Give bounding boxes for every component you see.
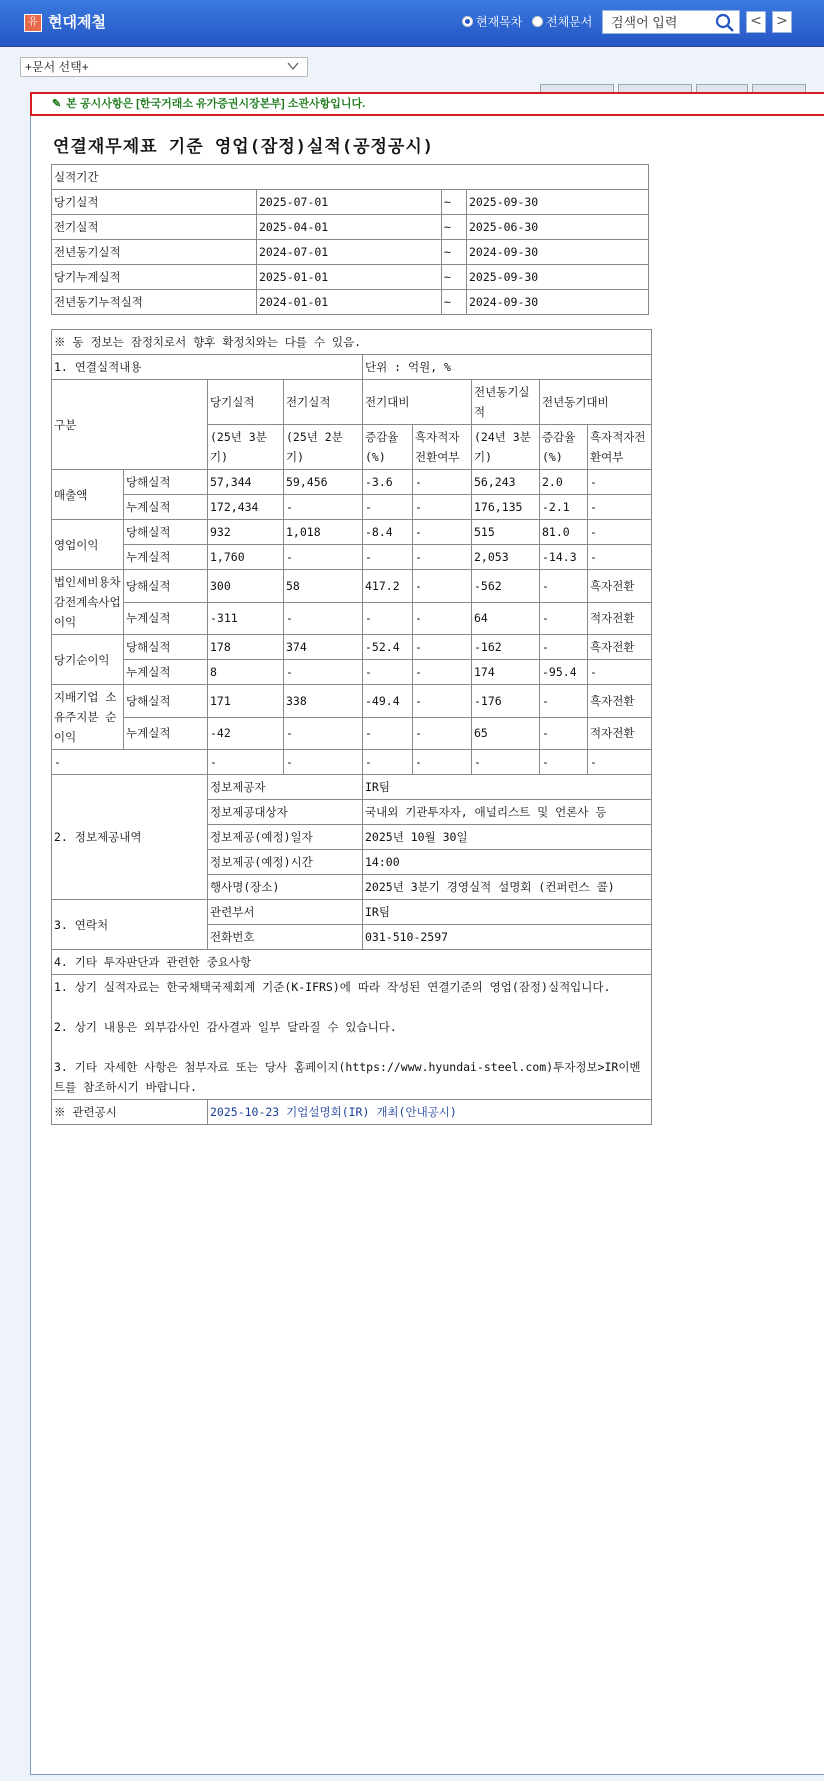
sub-label: 당해실적 (124, 570, 208, 603)
cell: -52.4 (363, 635, 413, 660)
cell: - (413, 570, 472, 603)
cell: 적자전환 (588, 717, 652, 750)
sub-label: 당해실적 (124, 470, 208, 495)
unit-label: 단위 : 억원, % (363, 355, 652, 380)
radio-selected-icon[interactable] (462, 16, 473, 27)
sub-label: 누계실적 (124, 717, 208, 750)
sub-label: 누계실적 (124, 660, 208, 685)
cell: - (413, 520, 472, 545)
cell: 58 (284, 570, 363, 603)
info-value: 2025년 3분기 경영실적 설명회 (컨퍼런스 콜) (363, 875, 652, 900)
search-box[interactable] (602, 10, 740, 34)
table-row (52, 290, 649, 315)
period-label: 전년동기누적실적 (52, 290, 257, 315)
cell: - (413, 685, 472, 718)
company-name: 현대제철 (48, 14, 106, 31)
cell: 59,456 (284, 470, 363, 495)
cell: - (363, 660, 413, 685)
period-label: 전기실적 (52, 215, 257, 240)
item-label: 영업이익 (52, 520, 124, 570)
cell: - (52, 750, 208, 775)
section-1-title: 1. 연결실적내용 (52, 355, 363, 380)
period-sep: ~ (442, 290, 467, 315)
chevron-down-icon (287, 61, 299, 71)
cell: - (363, 545, 413, 570)
cell: - (363, 602, 413, 635)
cell: -162 (472, 635, 540, 660)
cell: - (413, 660, 472, 685)
cell: - (413, 635, 472, 660)
table-row (52, 685, 652, 718)
sub-rate-yoy: 증감율(%) (540, 425, 588, 470)
notice-text: 본 공시사항은 [한국거래소 유가증권시장본부] 소관사항입니다. (66, 98, 366, 110)
cell: -176 (472, 685, 540, 718)
results-table (51, 329, 652, 1125)
header-gubun: 구분 (52, 380, 208, 470)
section-4-title: 4. 기타 투자판단과 관련한 중요사항 (52, 950, 652, 975)
table-row (52, 775, 652, 800)
cell: 932 (208, 520, 284, 545)
period-from: 2025-07-01 (257, 190, 442, 215)
cell: 8 (208, 660, 284, 685)
cell: 1,018 (284, 520, 363, 545)
period-to: 2024-09-30 (467, 290, 649, 315)
info-key: 정보제공(예정)일자 (208, 825, 363, 850)
period-table (51, 164, 649, 315)
table-row (52, 660, 652, 685)
header-vs-yoy: 전년동기대비 (540, 380, 652, 425)
cell: - (284, 495, 363, 520)
cell: -95.4 (540, 660, 588, 685)
table-row (52, 717, 652, 750)
cell: - (588, 545, 652, 570)
info-value: 2025년 10월 30일 (363, 825, 652, 850)
cell: - (208, 750, 284, 775)
period-label: 전년동기실적 (52, 240, 257, 265)
contact-key: 관련부서 (208, 900, 363, 925)
cell: - (363, 750, 413, 775)
period-to: 2025-09-30 (467, 190, 649, 215)
header-previous: 전기실적 (284, 380, 363, 425)
cell: - (472, 750, 540, 775)
cell: - (540, 570, 588, 603)
sub-yoy: (24년 3분기) (472, 425, 540, 470)
radio-all-docs[interactable] (532, 13, 592, 30)
table-row (52, 240, 649, 265)
cell: 374 (284, 635, 363, 660)
company-logo-icon: 유 (24, 14, 42, 32)
cell: - (540, 685, 588, 718)
document-select[interactable] (20, 57, 308, 77)
sub-label: 누계실적 (124, 545, 208, 570)
cell: - (413, 495, 472, 520)
cell: - (363, 717, 413, 750)
sub-turn: 흑자적자전환여부 (413, 425, 472, 470)
cell: - (284, 602, 363, 635)
table-row (52, 495, 652, 520)
radio-all-docs-label: 전체문서 (546, 15, 593, 29)
cell: -562 (472, 570, 540, 603)
sub-label: 당해실적 (124, 635, 208, 660)
sub-label: 누계실적 (124, 602, 208, 635)
table-row (52, 570, 652, 603)
cell: 417.2 (363, 570, 413, 603)
info-key: 정보제공대상자 (208, 800, 363, 825)
cell: -8.4 (363, 520, 413, 545)
table-row (52, 750, 652, 775)
header-vs-previous: 전기대비 (363, 380, 472, 425)
other-notes (52, 975, 652, 1100)
item-label: 매출액 (52, 470, 124, 520)
cell: 178 (208, 635, 284, 660)
cell: -49.4 (363, 685, 413, 718)
cell: -42 (208, 717, 284, 750)
cell: - (588, 520, 652, 545)
info-value: 14:00 (363, 850, 652, 875)
table-row (52, 470, 652, 495)
jurisdiction-notice (30, 92, 824, 116)
contact-key: 전화번호 (208, 925, 363, 950)
cell: - (284, 717, 363, 750)
period-to: 2025-06-30 (467, 215, 649, 240)
period-sep: ~ (442, 215, 467, 240)
item-label: 지배기업 소유주지분 순이익 (52, 685, 124, 750)
cell: - (413, 750, 472, 775)
cell: 적자전환 (588, 602, 652, 635)
period-from: 2024-01-01 (257, 290, 442, 315)
document-select-value: +문서 선택+ (25, 60, 89, 74)
cell: - (413, 470, 472, 495)
cell: - (413, 545, 472, 570)
period-label: 당기실적 (52, 190, 257, 215)
other-note-3: 3. 기타 자세한 사항은 첨부자료 또는 당사 홈페이지(https://www.hyundai-steel.com)투자정보>IR이벤트를 참조하시기 바랍니다. (54, 1060, 641, 1094)
sub-current: (25년 3분기) (208, 425, 284, 470)
radio-unselected-icon[interactable] (532, 16, 543, 27)
table-row (52, 190, 649, 215)
cell: 515 (472, 520, 540, 545)
info-key: 정보제공자 (208, 775, 363, 800)
document-title: 연결재무제표 기준 영업(잠정)실적(공정공시) (53, 137, 435, 157)
info-key: 정보제공(예정)시간 (208, 850, 363, 875)
sub-previous: (25년 2분기) (284, 425, 363, 470)
cell: - (284, 545, 363, 570)
period-to: 2025-09-30 (467, 265, 649, 290)
period-header: 실적기간 (52, 165, 649, 190)
cell: - (284, 750, 363, 775)
section-3-title: 3. 연락처 (52, 900, 208, 950)
info-value: 국내외 기관투자자, 애널리스트 및 언론사 등 (363, 800, 652, 825)
item-label: 법인세비용차감전계속사업이익 (52, 570, 124, 635)
cell: - (588, 750, 652, 775)
pencil-icon: ✎ (52, 98, 62, 110)
header-current: 당기실적 (208, 380, 284, 425)
prev-result-button[interactable]: < (746, 11, 766, 33)
table-row (52, 602, 652, 635)
cell: 300 (208, 570, 284, 603)
table-row (52, 635, 652, 660)
contact-value: IR팀 (363, 900, 652, 925)
next-result-button[interactable]: > (772, 11, 792, 33)
period-label: 당기누계실적 (52, 265, 257, 290)
cell: 81.0 (540, 520, 588, 545)
section-2-title: 2. 정보제공내역 (52, 775, 208, 900)
cell: 65 (472, 717, 540, 750)
cell: - (413, 602, 472, 635)
period-to: 2024-09-30 (467, 240, 649, 265)
search-icon[interactable] (715, 13, 735, 33)
top-bar (0, 0, 824, 47)
cell: 2.0 (540, 470, 588, 495)
sub-rate: 증감율(%) (363, 425, 413, 470)
cell: - (588, 660, 652, 685)
cell: - (540, 635, 588, 660)
period-from: 2024-07-01 (257, 240, 442, 265)
sub-label: 누계실적 (124, 495, 208, 520)
related-disclosure-link[interactable]: 2025-10-23 기업설명회(IR) 개최(안내공시) (210, 1105, 457, 1119)
cell: 흑자전환 (588, 570, 652, 603)
info-key: 행사명(장소) (208, 875, 363, 900)
period-sep: ~ (442, 190, 467, 215)
info-value: IR팀 (363, 775, 652, 800)
period-from: 2025-04-01 (257, 215, 442, 240)
cell: 338 (284, 685, 363, 718)
period-sep: ~ (442, 265, 467, 290)
cell: 1,760 (208, 545, 284, 570)
table-row (52, 520, 652, 545)
table-row (52, 215, 649, 240)
sub-label: 당해실적 (124, 685, 208, 718)
cell: 176,135 (472, 495, 540, 520)
table-row (52, 265, 649, 290)
cell: - (588, 470, 652, 495)
period-sep: ~ (442, 240, 467, 265)
cell: 171 (208, 685, 284, 718)
cell: - (588, 495, 652, 520)
cell: 2,053 (472, 545, 540, 570)
cell: 174 (472, 660, 540, 685)
cell: - (363, 495, 413, 520)
cell: -14.3 (540, 545, 588, 570)
other-note-2: 2. 상기 내용은 외부감사인 감사결과 일부 달라질 수 있습니다. (54, 1020, 397, 1034)
cell: 흑자전환 (588, 685, 652, 718)
cell: 64 (472, 602, 540, 635)
cell: -3.6 (363, 470, 413, 495)
radio-current-toc[interactable] (462, 13, 522, 30)
search-input[interactable] (609, 14, 713, 31)
related-label: ※ 관련공시 (52, 1100, 208, 1125)
cell: 56,243 (472, 470, 540, 495)
cell: 57,344 (208, 470, 284, 495)
provisional-note: ※ 동 정보는 잠정치로서 향후 확정치와는 다를 수 있음. (52, 330, 652, 355)
header-yoy: 전년동기실적 (472, 380, 540, 425)
cell: 흑자전환 (588, 635, 652, 660)
sub-label: 당해실적 (124, 520, 208, 545)
cell: 172,434 (208, 495, 284, 520)
table-row (52, 900, 652, 925)
period-from: 2025-01-01 (257, 265, 442, 290)
cell: - (413, 717, 472, 750)
cell: - (540, 602, 588, 635)
cell: -311 (208, 602, 284, 635)
cell: - (540, 717, 588, 750)
radio-current-toc-label: 현재목차 (476, 15, 523, 29)
cell: - (284, 660, 363, 685)
item-label: 당기순이익 (52, 635, 124, 685)
contact-value: 031-510-2597 (363, 925, 652, 950)
cell: -2.1 (540, 495, 588, 520)
cell: - (540, 750, 588, 775)
table-row (52, 545, 652, 570)
other-note-1: 1. 상기 실적자료는 한국채택국제회계 기준(K-IFRS)에 따라 작성된 연결기준의 영업(잠정)실적입니다. (54, 980, 611, 994)
sub-turn-yoy: 흑자적자전환여부 (588, 425, 652, 470)
